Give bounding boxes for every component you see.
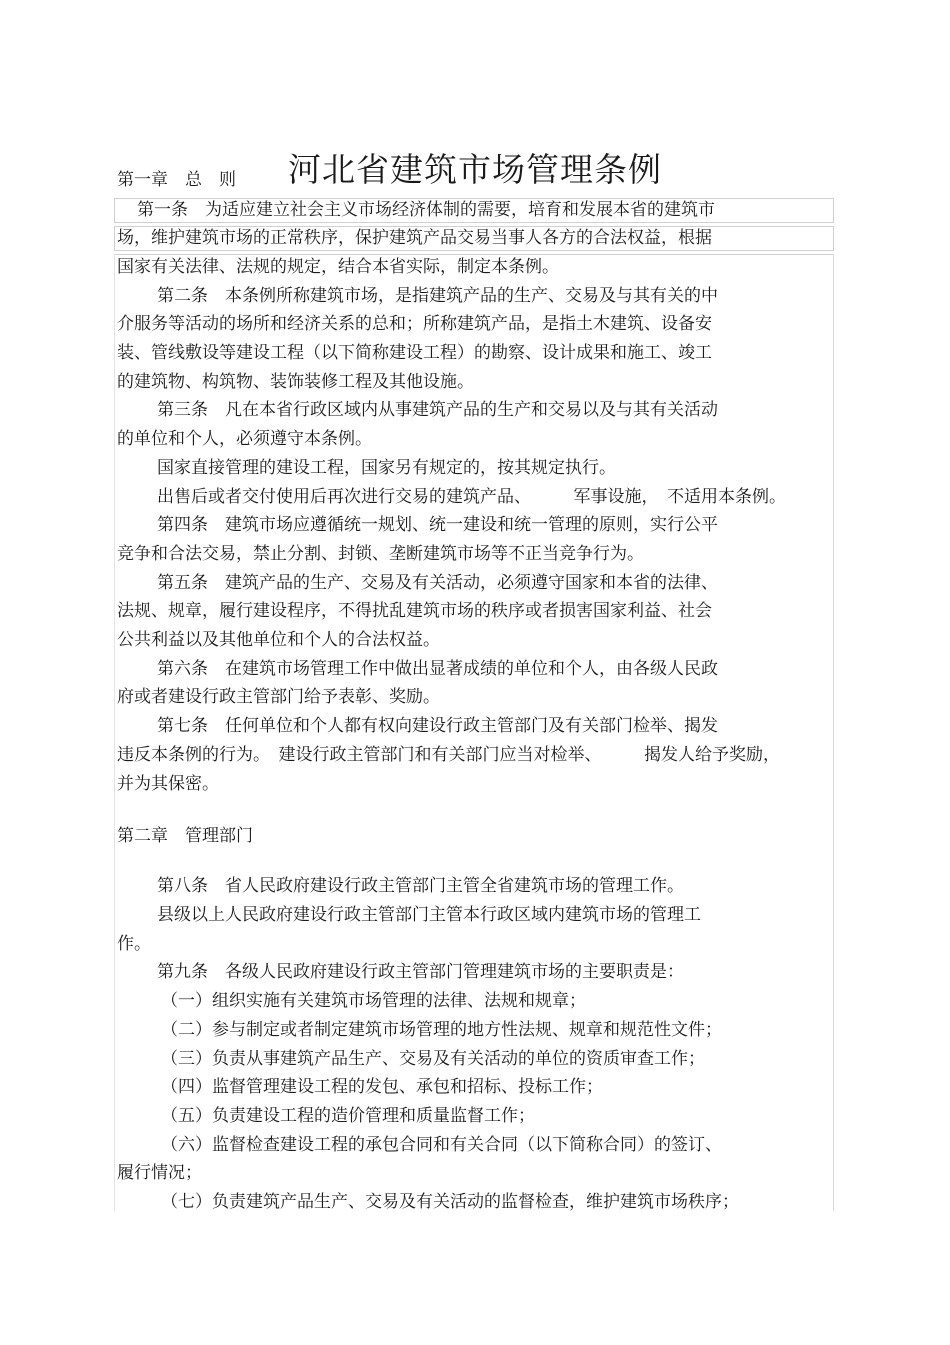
text-line: 的单位和个人，必须遵守本条例。	[117, 429, 372, 449]
text-line: 第四条 建筑市场应遵循统一规划、统一建设和统一管理的原则，实行公平	[157, 515, 718, 535]
list-item: （四）监督管理建设工程的发包、承包和招标、投标工作；	[161, 1077, 603, 1097]
margin-rule	[833, 254, 834, 1211]
list-item: （七）负责建筑产品生产、交易及有关活动的监督检查，维护建筑市场秩序；	[161, 1192, 739, 1212]
text-line: 第二条 本条例所称建筑市场，是指建筑产品的生产、交易及与其有关的中	[157, 286, 718, 306]
text-line: 场，维护建筑市场的正常秩序，保护建筑产品交易当事人各方的合法权益，根据	[117, 228, 712, 248]
margin-rule	[114, 254, 115, 1211]
text-line: 并为其保密。	[117, 774, 219, 794]
document-title: 河北省建筑市场管理条例	[288, 150, 662, 190]
list-item: （三）负责从事建筑产品生产、交易及有关活动的单位的资质审查工作；	[161, 1049, 705, 1069]
text-line: 出售后或者交付使用后再次进行交易的建筑产品、 军事设施， 不适用本条例。	[157, 487, 786, 507]
text-line: 第八条 省人民政府建设行政主管部门主管全省建筑市场的管理工作。	[157, 876, 684, 896]
text-line: 法规、规章，履行建设程序，不得扰乱建筑市场的秩序或者损害国家利益、社会	[117, 601, 712, 621]
text-line: 第七条 任何单位和个人都有权向建设行政主管部门及有关部门检举、揭发	[157, 716, 718, 736]
text-line: 国家有关法律、法规的规定，结合本省实际，制定本条例。	[117, 257, 559, 277]
text-line: 第一条 为适应建立社会主义市场经济体制的需要，培育和发展本省的建筑市	[137, 200, 715, 220]
list-item: （五）负责建设工程的造价管理和质量监督工作；	[161, 1106, 535, 1126]
text-line: 作。	[117, 934, 151, 954]
text-line: 府或者建设行政主管部门给予表彰、奖励。	[117, 687, 440, 707]
chapter-heading: 第二章 管理部门	[117, 826, 253, 846]
text-line: 第五条 建筑产品的生产、交易及有关活动，必须遵守国家和本省的法律、	[157, 573, 718, 593]
text-line: 的建筑物、构筑物、装饰装修工程及其他设施。	[117, 372, 474, 392]
text-line: 第九条 各级人民政府建设行政主管部门管理建筑市场的主要职责是：	[157, 962, 684, 982]
list-item: （二）参与制定或者制定建筑市场管理的地方性法规、规章和规范性文件；	[161, 1020, 722, 1040]
text-line: 第六条 在建筑市场管理工作中做出显著成绩的单位和个人，由各级人民政	[157, 659, 718, 679]
text-line: 竞争和合法交易，禁止分割、封锁、垄断建筑市场等不正当竞争行为。	[117, 544, 644, 564]
text-line: 履行情况；	[117, 1163, 202, 1183]
list-item: （六）监督检查建设工程的承包合同和有关合同（以下简称合同）的签订、	[161, 1135, 722, 1155]
text-line: 国家直接管理的建设工程，国家另有规定的，按其规定执行。	[157, 458, 616, 478]
text-line: 第三条 凡在本省行政区域内从事建筑产品的生产和交易以及与其有关活动	[157, 400, 718, 420]
text-line: 违反本条例的行为。 建设行政主管部门和有关部门应当对检举、 揭发人给予奖励，	[117, 745, 780, 765]
text-line: 装、管线敷设等建设工程（以下简称建设工程）的勘察、设计成果和施工、竣工	[117, 343, 712, 363]
text-line: 介服务等活动的场所和经济关系的总和；所称建筑产品，是指土木建筑、设备安	[117, 314, 712, 334]
text-line: 公共利益以及其他单位和个人的合法权益。	[117, 630, 440, 650]
chapter-heading: 第一章 总 则	[117, 170, 236, 190]
list-item: （一）组织实施有关建筑市场管理的法律、法规和规章；	[161, 991, 586, 1011]
text-line: 县级以上人民政府建设行政主管部门主管本行政区域内建筑市场的管理工	[157, 905, 701, 925]
